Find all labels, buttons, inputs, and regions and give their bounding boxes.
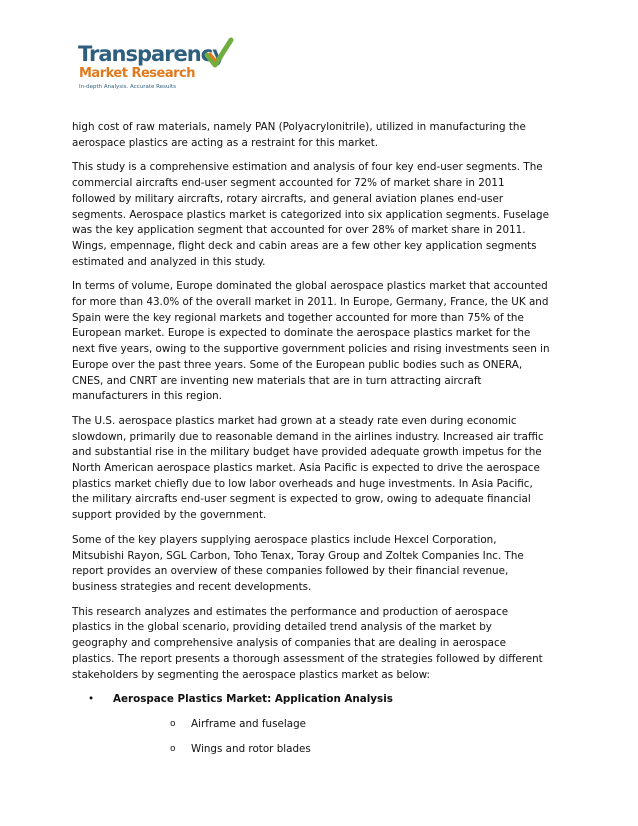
paragraph: In terms of volume, Europe dominated the global aerospace plastics market that accounted for more than 43.0% of the overall market in 2011. In Europe, Germany, France, the UK and Spain were the key regional markets and together accounted for more than 75% of the European market. Europe is expected to dominate the aerospace plastics market for the next five years, owing to the supportive government policies and rising investments seen in Europe over the past three years. Some of the European public bodies such as ONERA, CNES, and CNRT are inventing new materials that are in turn attracting aircraft manufacturers in this region. — [72, 280, 550, 403]
paragraph: This research analyzes and estimates the performance and production of aerospace plastics in the global scenario, providing detailed trend analysis of the market by geography and comprehensive analysis of companies that are dealing in aerospace plastics. The report presents a thorough assessment of the strategies followed by different stakeholders by segmenting the aerospace plastics market as below: — [72, 605, 543, 681]
document-body — [72, 120, 550, 757]
paragraph: high cost of raw materials, namely PAN (Polyacrylonitrile), utilized in manufacturing the aerospace plastics are acting as a restraint for this market. — [72, 121, 526, 149]
list-item: o Airframe and fuselage — [113, 717, 550, 733]
sub-list — [113, 717, 550, 757]
list-heading-item — [72, 692, 550, 757]
list-heading: Aerospace Plastics Market: Application Analysis — [113, 693, 393, 706]
segment-list — [72, 692, 550, 757]
paragraph: This study is a comprehensive estimation and analysis of four key end-user segments. The commercial aircrafts end-user segment accounted for 72% of market share in 2011 followed by military aircrafts, rotary aircrafts, and general aviation planes end-user segments. Aerospace plastics market is categorized into six application segments. Fuselage was the key application segment that accounted for over 28% of market share in 2011. Wings, empennage, flight deck and cabin areas are a few other key application segments estimated and analyzed in this study. — [72, 161, 549, 268]
logo-title: Transparency — [78, 42, 225, 66]
company-logo — [78, 37, 248, 97]
list-item: o Wings and rotor blades — [113, 742, 550, 758]
paragraph: The U.S. aerospace plastics market had grown at a steady rate even during economic slowdown, primarily due to reasonable demand in the airlines industry. Increased air traffic and substantial rise in the military budget have provided adequate growth impetus for the North American aerospace plastics market. Asia Pacific is expected to drive the aerospace plastics market chiefly due to low labor overheads and huge investments. In Asia Pacific, the military aircrafts end-user segment is expected to grow, owing to adequate financial support provided by the government. — [72, 414, 544, 522]
paragraph: Some of the key players supplying aerospace plastics include Hexcel Corporation, Mitsubishi Rayon, SGL Carbon, Toho Tenax, Toray Group and Zoltek Companies Inc. The report provides an overview of these companies followed by their financial revenue, business strategies and recent developments. — [72, 533, 524, 593]
logo-subtitle: Market Research — [79, 66, 195, 81]
checkmark-icon — [204, 37, 234, 73]
logo-tagline: In-depth Analysis. Accurate Results — [79, 84, 176, 90]
